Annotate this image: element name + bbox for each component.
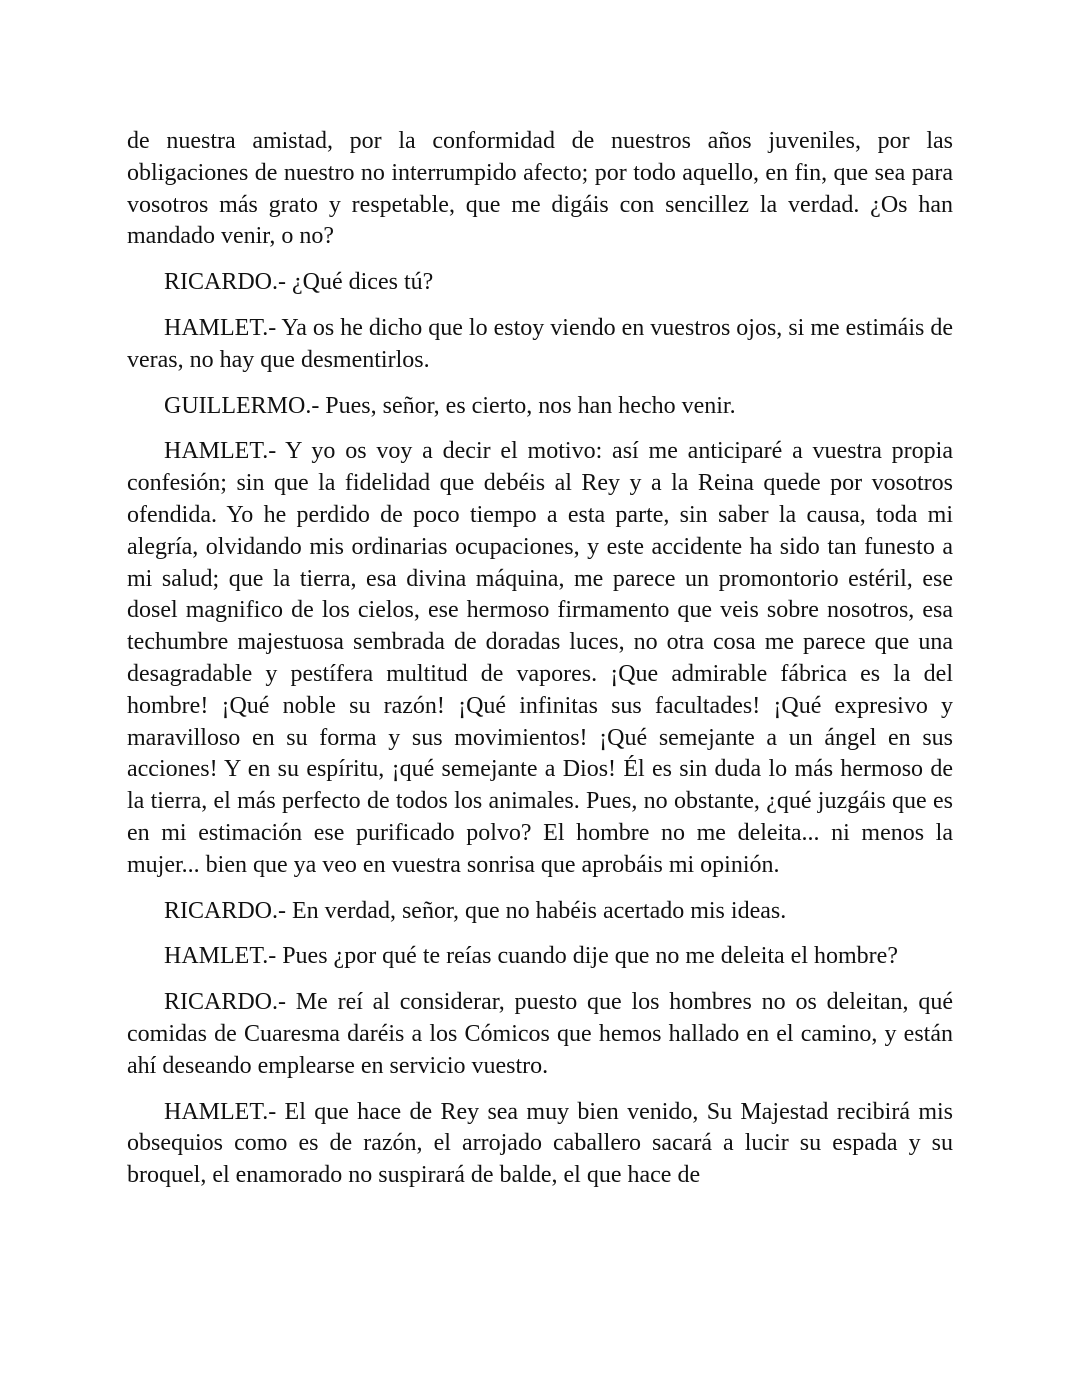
- paragraph-hamlet-2: HAMLET.- Y yo os voy a decir el motivo: así me anticiparé a vuestra propia confesión; sin que la fidelidad que debéis al Rey y a la Reina quede por vosotros ofendida. Yo he perdido de poco tiempo a esta parte, sin saber la causa, toda mi alegría, olvidando mis ordinarias ocupaciones, y este accidente ha sido tan funesto a mi salud; que la tierra, esa divina máquina, me parece un promontorio estéril, ese dosel magnifico de los cielos, ese hermoso firmamento que veis sobre nosotros, esa techumbre majestuosa sembrada de doradas luces, no otra cosa me parece que una desagradable y pestífera multitud de vapores. ¡Que admirable fábrica es la del hombre! ¡Qué noble su razón! ¡Qué infinitas sus facultades! ¡Qué expresivo y maravilloso en su forma y sus movimientos! ¡Qué semejante a un ángel en sus acciones! Y en su espíritu, ¡qué semejante a Dios! Él es sin duda lo más hermoso de la tierra, el más perfecto de todos los animales. Pues, no obstante, ¿qué juzgáis que es en mi estimación ese purificado polvo? El hombre no me deleita... ni menos la mujer... bien que ya veo en vuestra sonrisa que aprobáis mi opinión.: [127, 438, 953, 878]
- paragraph-hamlet-4: HAMLET.- El que hace de Rey sea muy bien venido, Su Majestad recibirá mis obsequios como es de razón, el arrojado caballero sacará a lucir su espada y su broquel, el enamorado no suspirará de balde, el que hace de: [127, 1098, 953, 1189]
- paragraph-hamlet-3: HAMLET.- Pues ¿por qué te reías cuando dije que no me deleita el hombre?: [164, 943, 898, 970]
- paragraph-hamlet-1: HAMLET.- Ya os he dicho que lo estoy viendo en vuestros ojos, si me estimáis de veras, no hay que desmentirlos.: [127, 314, 953, 373]
- paragraph-ricardo-1: RICARDO.- ¿Qué dices tú?: [164, 269, 434, 296]
- paragraph-ricardo-3: RICARDO.- Me reí al considerar, puesto que los hombres no os deleitan, qué comidas de Cuaresma daréis a los Cómicos que hemos hallado en el camino, y están ahí deseando emplearse en servicio vuestro.: [127, 989, 953, 1079]
- paragraph-continuation: de nuestra amistad, por la conformidad de nuestros años juveniles, por las obligaciones de nuestro no interrumpido afecto; por todo aquello, en fin, que sea para vosotros más grato y respetable, que me digáis con sencillez la verdad. ¿Os han mandado venir, o no?: [127, 128, 953, 250]
- paragraph-ricardo-2: RICARDO.- En verdad, señor, que no habéis acertado mis ideas.: [164, 897, 787, 924]
- paragraph-guillermo-1: GUILLERMO.- Pues, señor, es cierto, nos han hecho venir.: [164, 392, 736, 419]
- document-page: [127, 126, 953, 1206]
